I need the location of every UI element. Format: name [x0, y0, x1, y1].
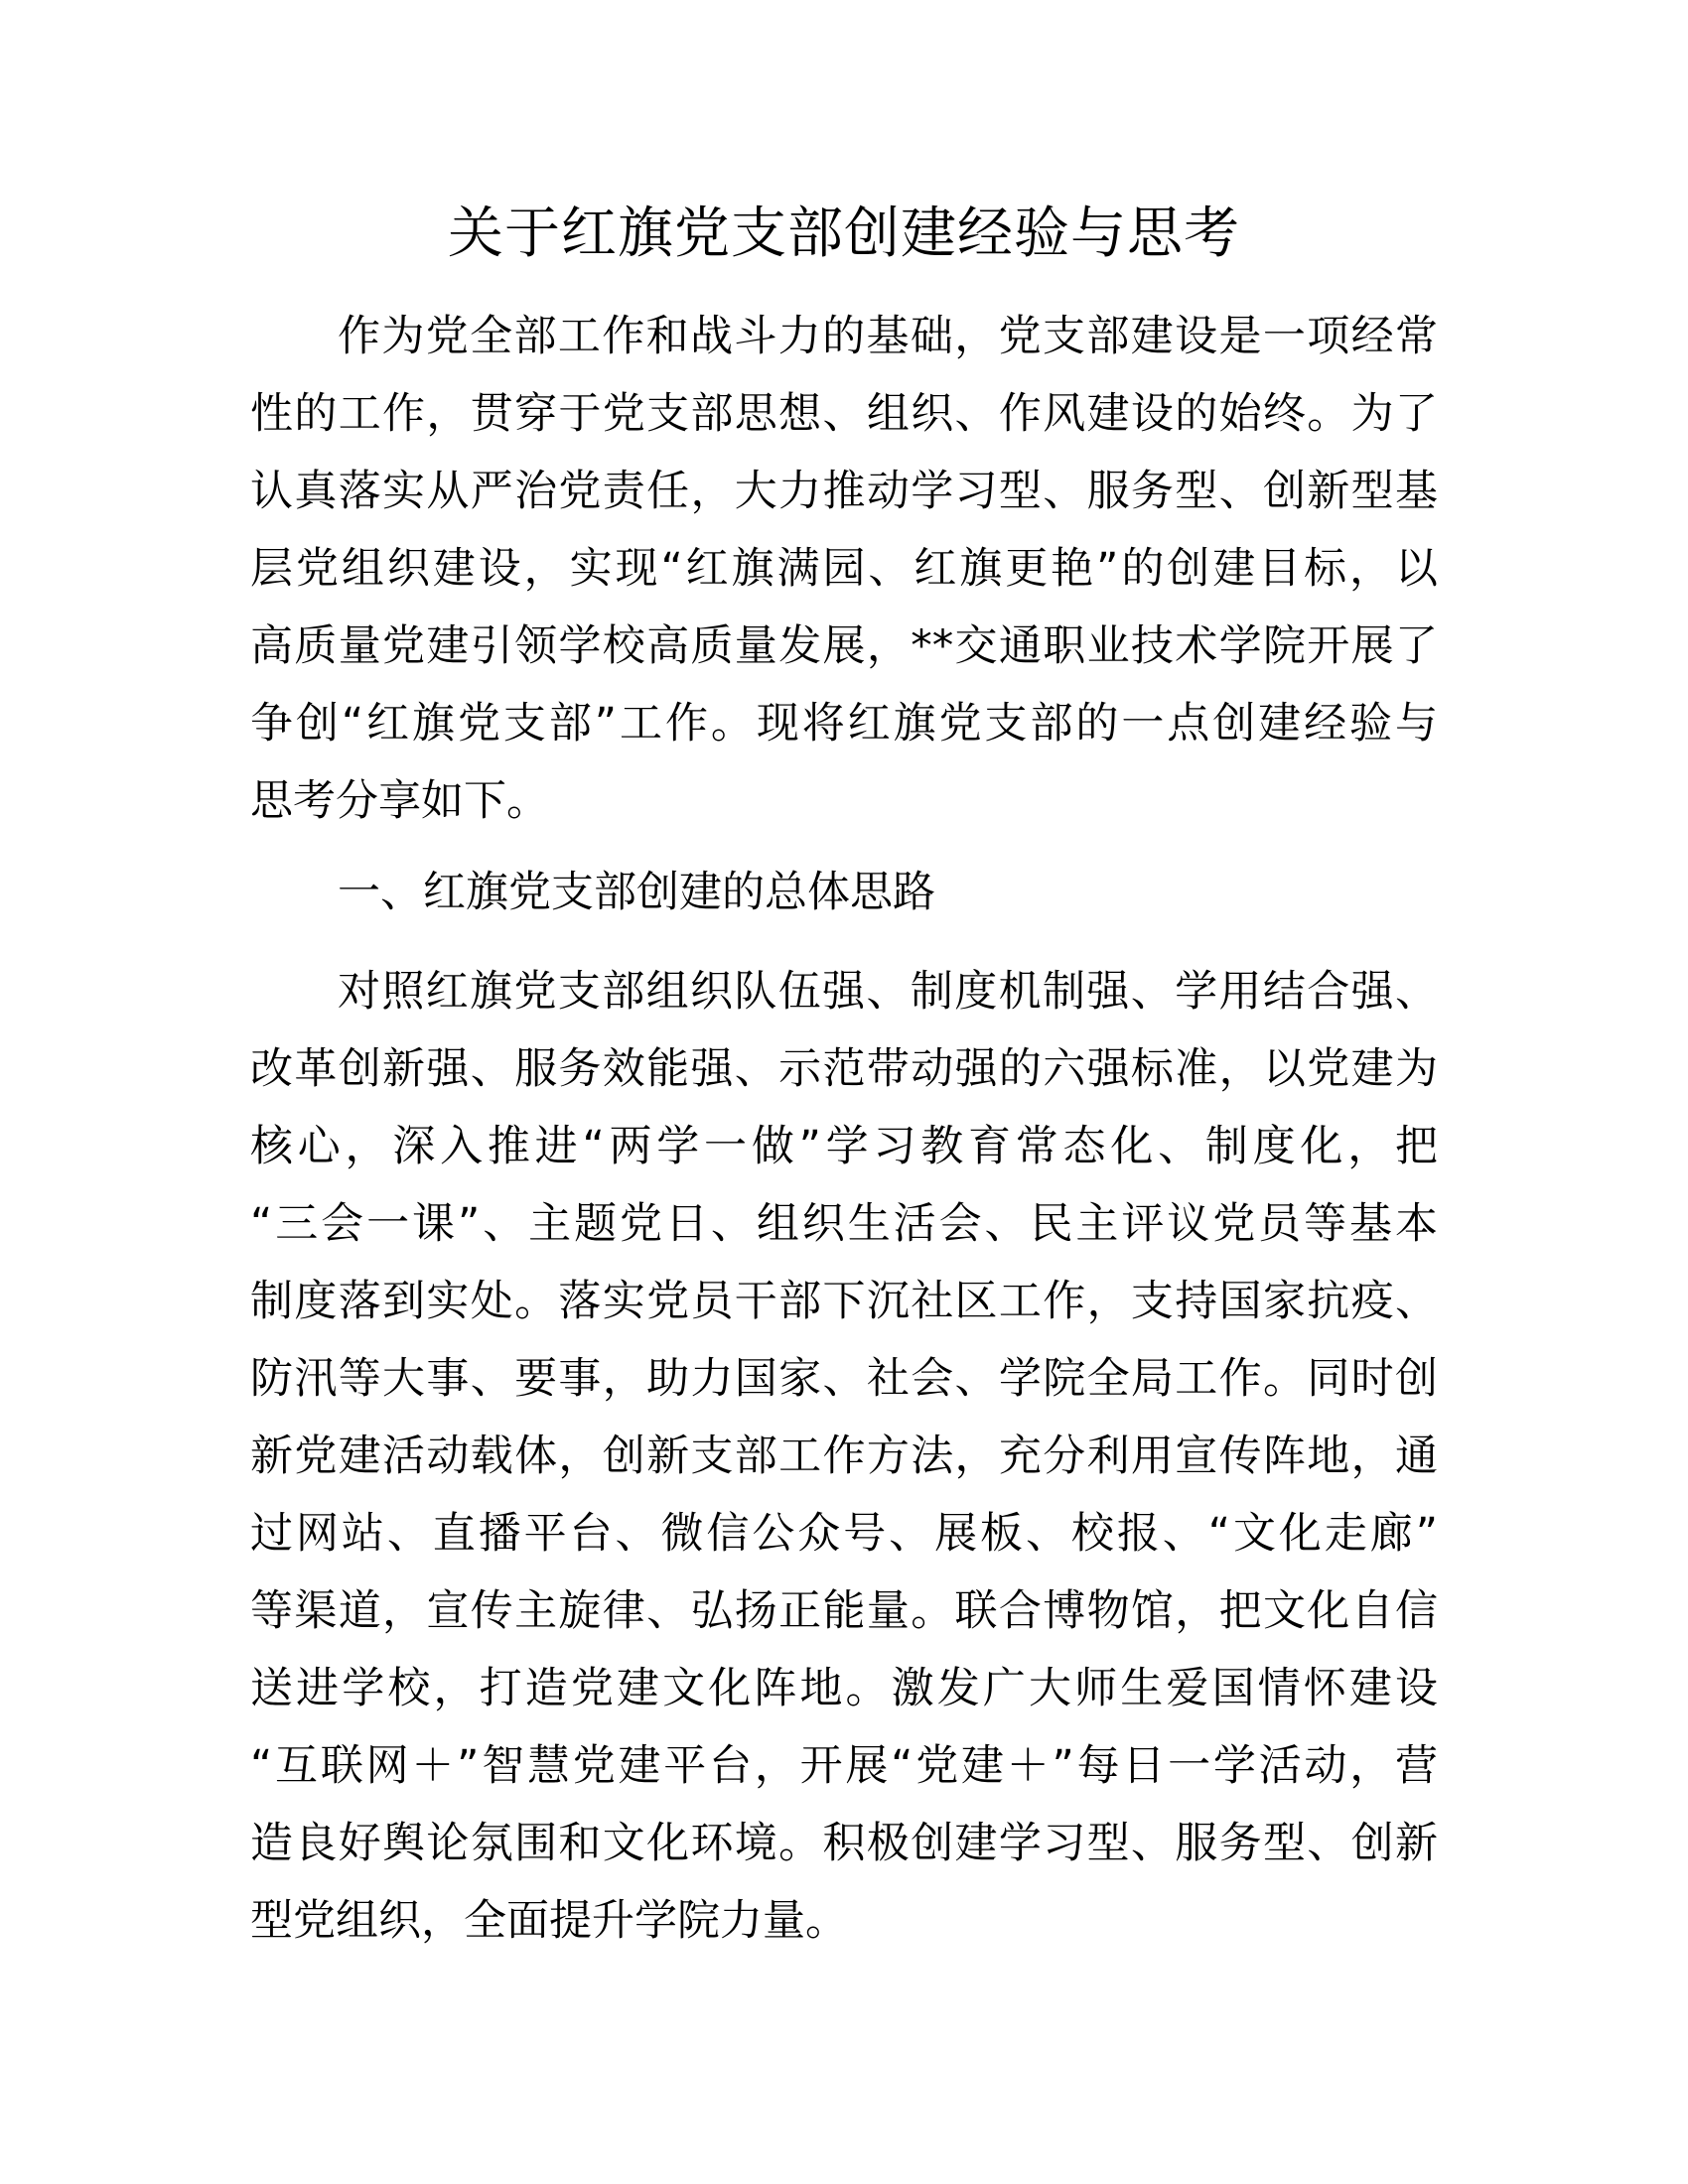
text-line: 制度落到实处。落实党员干部下沉社区工作，支持国家抗疫、	[250, 1277, 1438, 1326]
text-line: 思考分享如下。	[250, 776, 549, 826]
text-line: 改革创新强、服务效能强、示范带动强的六强标准，以党建为	[250, 1044, 1438, 1094]
section-heading	[250, 854, 1438, 931]
text-line: 层党组织建设，实现“红旗满园、红旗更艳”的创建目标，以	[250, 544, 1438, 594]
text-line: 争创“红旗党支部”工作。现将红旗党支部的一点创建经验与	[250, 699, 1438, 749]
text-line: 新党建活动载体，创新支部工作方法，充分利用宣传阵地，通	[250, 1432, 1438, 1481]
text-line: 过网站、直播平台、微信公众号、展板、校报、“文化走廊”	[250, 1509, 1438, 1559]
text-line: 造良好舆论氛围和文化环境。积极创建学习型、服务型、创新	[250, 1819, 1438, 1868]
text-line: 送进学校，打造党建文化阵地。激发广大师生爱国情怀建设	[250, 1664, 1438, 1713]
text-line: 高质量党建引领学校高质量发展，**交通职业技术学院开展了	[250, 621, 1438, 671]
text-line: 防汛等大事、要事，助力国家、社会、学院全局工作。同时创	[250, 1354, 1438, 1404]
text-line: 性的工作，贯穿于党支部思想、组织、作风建设的始终。为了	[250, 389, 1438, 439]
document-title: 关于红旗党支部创建经验与思考	[448, 202, 1240, 266]
text-line: 核心，深入推进“两学一做”学习教育常态化、制度化，把	[250, 1122, 1438, 1171]
text-line: 型党组织，全面提升学院力量。	[250, 1896, 848, 1946]
paragraph-intro	[250, 298, 1438, 840]
section-heading-text: 一、红旗党支部创建的总体思路	[338, 868, 935, 917]
text-line: “互联网＋”智慧党建平台，开展“党建＋”每日一学活动，营	[250, 1741, 1438, 1791]
text-line: 对照红旗党支部组织队伍强、制度机制强、学用结合强、	[338, 967, 1438, 1017]
paragraph-general-approach	[250, 953, 1438, 1960]
text-line: 作为党全部工作和战斗力的基础，党支部建设是一项经常	[338, 312, 1438, 361]
text-line: 认真落实从严治党责任，大力推动学习型、服务型、创新型基	[250, 467, 1438, 516]
text-line: 等渠道，宣传主旋律、弘扬正能量。联合博物馆，把文化自信	[250, 1586, 1438, 1636]
text-line: “三会一课”、主题党日、组织生活会、民主评议党员等基本	[250, 1199, 1438, 1249]
